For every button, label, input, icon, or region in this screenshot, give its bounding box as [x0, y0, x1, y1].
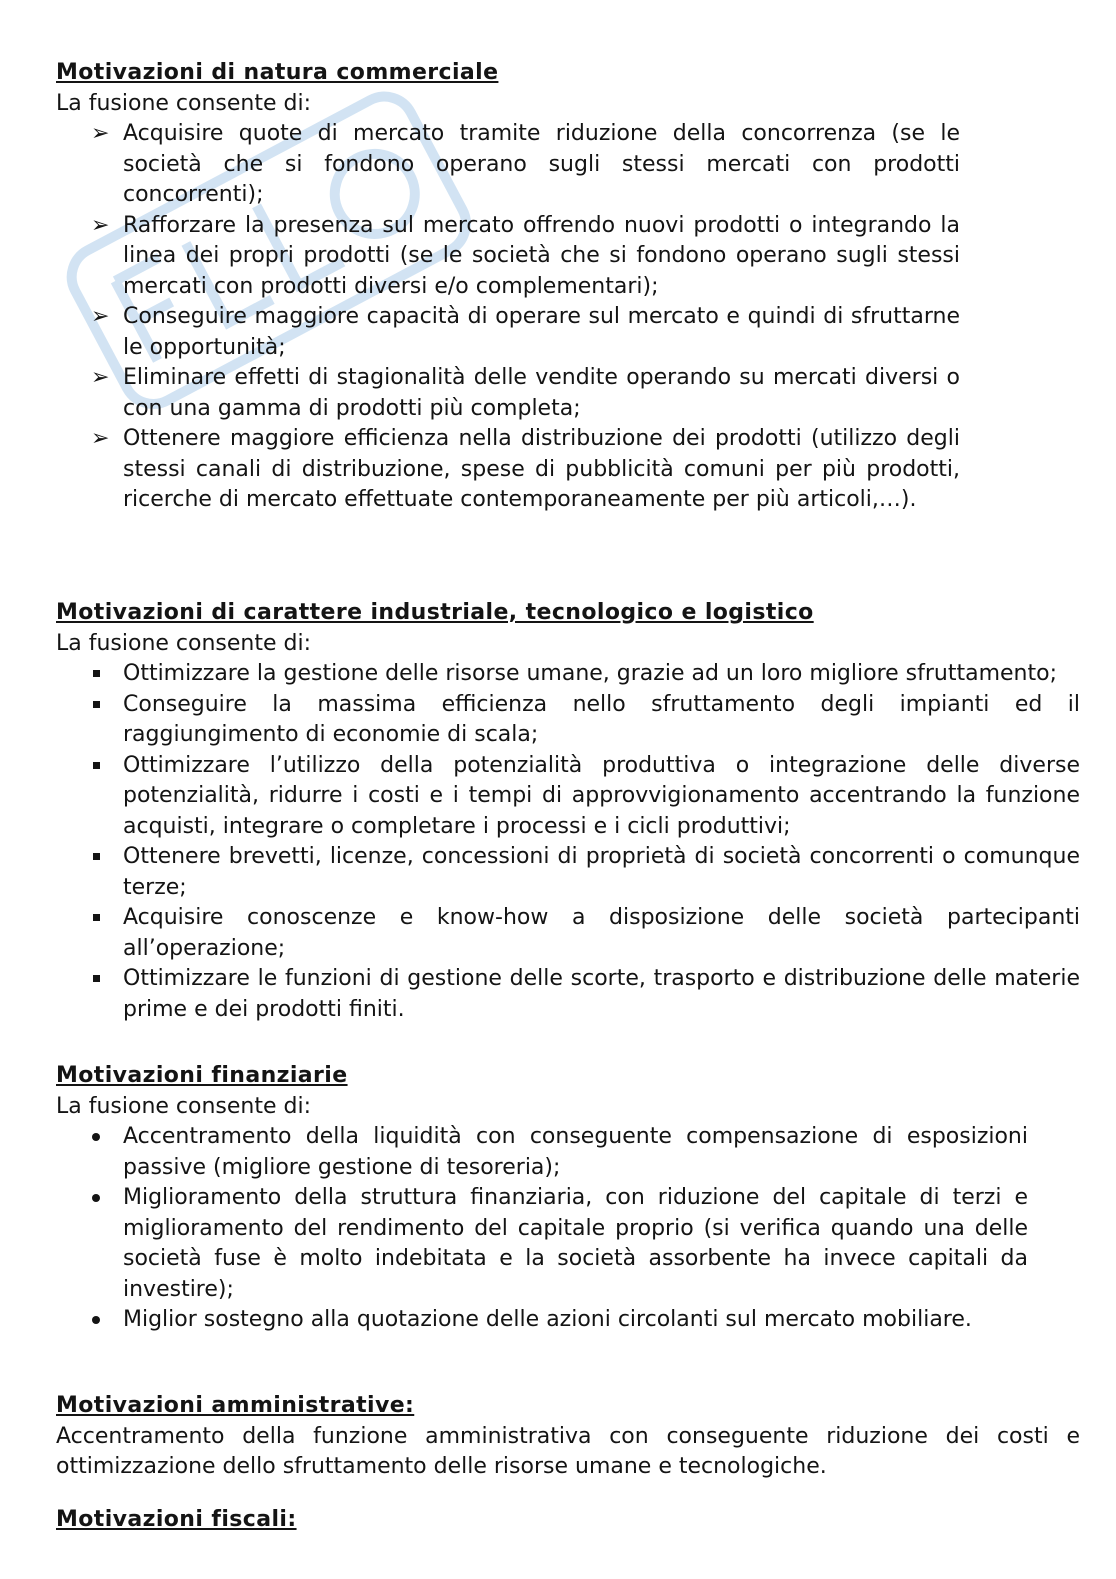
- list-item: [91, 424, 960, 516]
- arrow-bullet-icon: ➢: [91, 304, 110, 329]
- list-item-text: Ottimizzare la gestione delle risorse umane, grazie ad un loro migliore sfruttamento;: [123, 661, 1058, 686]
- bullet-list: [123, 659, 1080, 1025]
- list-item: [91, 211, 960, 303]
- list-item-text: Acquisire conoscenze e know-how a disposizione delle società partecipanti all’operazione;: [123, 905, 1080, 961]
- section-fiscali: [56, 1505, 1080, 1536]
- bullet-list: [91, 119, 960, 516]
- list-item: [123, 964, 1080, 1025]
- list-item: [123, 1122, 1028, 1183]
- list-item: [91, 302, 960, 363]
- section-paragraph: Accentramento della funzione amministrativa con conseguente riduzione dei costi e ottimizzazione dello sfruttamento delle risorse umane e tecnologiche.: [56, 1423, 1080, 1479]
- list-item: [123, 1183, 1028, 1305]
- list-item-text: Conseguire maggiore capacità di operare sul mercato e quindi di sfruttarne le opportunità;: [123, 304, 960, 360]
- section-heading: Motivazioni finanziarie: [56, 1063, 348, 1088]
- list-item: [123, 690, 1080, 751]
- section-finanziarie: [56, 1061, 1028, 1336]
- section-intro: La fusione consente di:: [56, 630, 312, 656]
- section-heading: Motivazioni di carattere industriale, tecnologico e logistico: [56, 600, 814, 625]
- list-item-text: Conseguire la massima efficienza nello sfruttamento degli impianti ed il raggiungimento di economie di scala;: [123, 691, 1080, 747]
- list-item-text: Ottimizzare l’utilizzo della potenzialità produttiva o integrazione delle diverse potenzialità, ridurre i costi e i tempi di approvvigionamento accentrando la funzione acquisti, integrare o completare i processi e i cicli produttivi;: [123, 752, 1080, 839]
- list-item-text: Ottenere brevetti, licenze, concessioni di proprietà di società concorrenti o comunque terze;: [123, 844, 1080, 900]
- list-item: [91, 119, 960, 211]
- section-commerciale: [56, 58, 960, 516]
- list-item: [91, 363, 960, 424]
- list-item-text: Ottenere maggiore efficienza nella distribuzione dei prodotti (utilizzo degli stessi canali di distribuzione, spese di pubblicità comuni per più prodotti, ricerche di mercato effettuate contemporaneamente per più articoli,…).: [123, 426, 960, 512]
- section-heading: Motivazioni amministrative:: [56, 1393, 415, 1418]
- bullet-list: [123, 1122, 1028, 1336]
- section-heading: Motivazioni di natura commerciale: [56, 60, 499, 85]
- list-item: [123, 751, 1080, 843]
- section-heading: Motivazioni fiscali:: [56, 1507, 297, 1532]
- arrow-bullet-icon: ➢: [91, 365, 110, 390]
- list-item: [123, 842, 1080, 903]
- list-item-text: Miglior sostegno alla quotazione delle azioni circolanti sul mercato mobiliare.: [123, 1307, 972, 1332]
- list-item-text: Eliminare effetti di stagionalità delle vendite operando su mercati diversi o con una gamma di prodotti più completa;: [123, 365, 960, 421]
- section-intro: La fusione consente di:: [56, 1093, 312, 1119]
- list-item-text: Acquisire quote di mercato tramite riduzione della concorrenza (se le società che si fondono operano sugli stessi mercati con prodotti concorrenti);: [123, 121, 960, 207]
- arrow-bullet-icon: ➢: [91, 426, 110, 451]
- list-item: [123, 1305, 1028, 1336]
- section-industriale: [56, 598, 1080, 1025]
- section-intro: La fusione consente di:: [56, 90, 312, 116]
- arrow-bullet-icon: ➢: [91, 212, 110, 238]
- list-item-text: Accentramento della liquidità con conseguente compensazione di esposizioni passive (migliore gestione di tesoreria);: [123, 1124, 1028, 1180]
- list-item-text: Miglioramento della struttura finanziaria, con riduzione del capitale di terzi e miglioramento del rendimento del capitale proprio (si verifica quando una delle società fuse è molto indebitata e la società assorbente ha invece capitali da investire);: [123, 1185, 1028, 1302]
- arrow-bullet-icon: ➢: [91, 121, 110, 146]
- list-item-text: Ottimizzare le funzioni di gestione delle scorte, trasporto e distribuzione delle materie prime e dei prodotti finiti.: [123, 966, 1080, 1022]
- list-item: [123, 659, 1080, 690]
- list-item: [123, 903, 1080, 964]
- section-amministrative: [56, 1391, 1080, 1483]
- list-item-text: Rafforzare la presenza sul mercato offrendo nuovi prodotti o integrando la linea dei propri prodotti (se le società che si fondono operano sugli stessi mercati con prodotti diversi e/o complementari);: [123, 212, 960, 299]
